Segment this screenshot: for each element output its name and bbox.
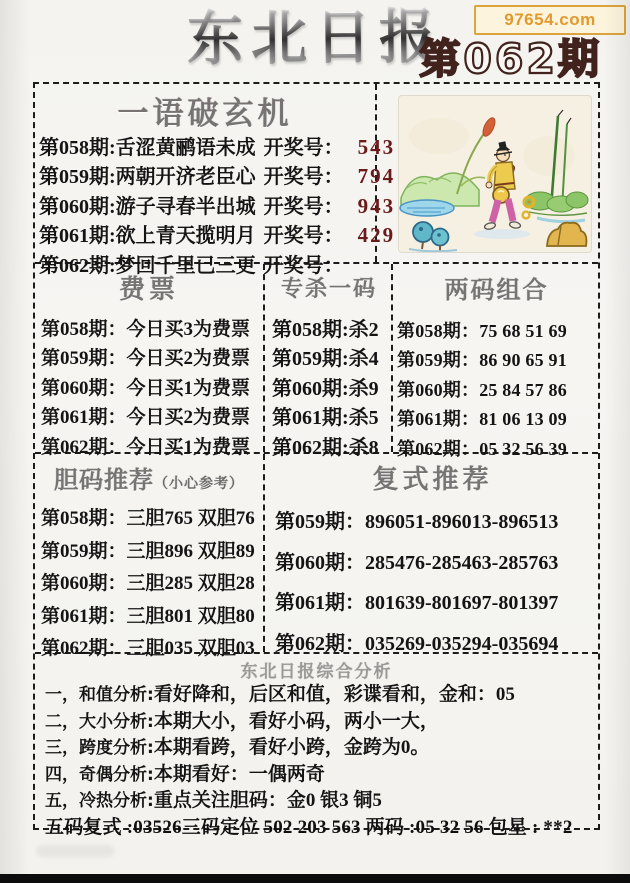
kill-row: 第062期:杀8 xyxy=(272,436,379,459)
draw-number: 943 xyxy=(357,193,396,218)
fushi-row: 第059期：896051-896013-896513 xyxy=(275,511,559,533)
section-two-combo xyxy=(395,264,598,459)
feipiao-row: 第062期：今日买1为费票 xyxy=(41,436,251,458)
combo-row: 第061期：81 06 13 09 xyxy=(397,409,567,430)
combo-row: 第062期：05 32 56 39 xyxy=(397,438,567,459)
section-kill-one xyxy=(267,264,393,459)
content-frame xyxy=(33,82,600,838)
riddle-text: 第060期:游子寻春半出城 xyxy=(39,195,256,218)
danma-row: 第058期：三胆765 双胆76 xyxy=(41,508,255,529)
draw-label: 开奖号： xyxy=(263,254,344,277)
riddle-title: 一语破玄机 xyxy=(117,96,293,131)
analysis-line xyxy=(35,735,598,762)
kill-row: 第061期:杀5 xyxy=(272,407,379,430)
fushi-row: 第062期：035269-035294-035694 xyxy=(275,632,559,655)
fushi-row: 第060期：285476-285463-285763 xyxy=(275,551,559,574)
analysis-label: 二，大小分析: xyxy=(45,711,154,732)
danma-note: （小心参考） xyxy=(154,477,244,492)
fushi-title: 复式推荐 xyxy=(372,465,493,494)
feipiao-title: 费票 xyxy=(118,275,179,304)
combo-row: 第060期：25 84 57 86 xyxy=(397,379,567,400)
analysis-line xyxy=(35,709,598,736)
draw-label: 开奖号： xyxy=(263,166,344,189)
section-riddle-row xyxy=(35,84,598,277)
analysis-footer: 五码复式 :03526三码定位 502 203 563 两码 :05 32 56 包星 : **2 xyxy=(45,816,573,838)
analysis-text: 看好降和，后区和值，彩谍看和，金和：05 xyxy=(153,684,515,705)
site-url: 97654.com xyxy=(504,10,596,29)
danma-row: 第060期：三胆285 双胆28 xyxy=(41,573,255,595)
page-title: 东北日报 xyxy=(150,2,481,75)
section-feipiao xyxy=(35,264,265,458)
kill-row: 第059期:杀4 xyxy=(272,348,379,371)
traveler-scene-art xyxy=(399,96,591,252)
analysis-label: 五，冷热分析: xyxy=(45,791,154,812)
draw-number: 794 xyxy=(357,164,396,189)
illustration-cell xyxy=(377,84,598,262)
draw-label: 开奖号： xyxy=(263,195,344,218)
draw-label: 开奖号： xyxy=(263,225,344,248)
combo-row: 第059期：86 90 65 91 xyxy=(397,350,567,371)
feipiao-row: 第059期：今日买2为费票 xyxy=(41,348,251,370)
analysis-line xyxy=(35,788,598,815)
feipiao-row: 第061期：今日买2为费票 xyxy=(41,407,251,429)
kill-title: 专杀一码 xyxy=(280,276,377,301)
draw-label: 开奖号： xyxy=(263,137,344,159)
analysis-label: 四，奇偶分析: xyxy=(45,764,154,785)
danma-row: 第061期：三胆801 双胆80 xyxy=(41,605,255,627)
combo-row: 第058期：75 68 51 69 xyxy=(397,321,567,341)
riddle-row xyxy=(35,133,396,162)
riddle-text: 第062期:梦回千里已三更 xyxy=(39,254,256,277)
riddle-row xyxy=(35,221,396,250)
analysis-label: 一，和值分析: xyxy=(45,685,154,705)
scan-smudge xyxy=(36,845,114,857)
danma-row: 第062期：三胆035 双胆03 xyxy=(41,638,255,660)
feipiao-row: 第058期：今日买3为费票 xyxy=(41,319,251,340)
feipiao-row: 第060期：今日买1为费票 xyxy=(41,377,251,399)
section-recommend-row xyxy=(35,454,598,660)
watercolor-illustration xyxy=(399,96,591,252)
section-picks-row xyxy=(35,264,598,459)
analysis-line xyxy=(35,682,598,709)
section-analysis xyxy=(35,654,598,838)
analysis-line xyxy=(35,762,598,789)
kill-row: 第058期:杀2 xyxy=(272,319,379,341)
danma-title-text: 胆码推荐 xyxy=(54,468,154,494)
fushi-row: 第061期：801639-801697-801397 xyxy=(275,592,559,614)
scan-bottom-bar xyxy=(0,874,630,883)
section-fushi xyxy=(267,454,598,655)
combo-title: 两码组合 xyxy=(444,278,549,304)
analysis-text: 本期大小，看好小码，两小一大， xyxy=(153,710,439,732)
analysis-title: 东北日报综合分析 xyxy=(240,662,393,681)
riddle-row xyxy=(35,192,396,221)
draw-number: 543 xyxy=(357,135,396,159)
kill-row: 第060期:杀9 xyxy=(272,377,379,400)
riddle-row xyxy=(35,162,396,191)
analysis-text: 重点关注胆码：金0 银3 铜5 xyxy=(153,790,382,812)
danma-row: 第059期：三胆896 双胆89 xyxy=(41,540,255,562)
section-danma xyxy=(35,454,265,660)
draw-number: 429 xyxy=(357,223,396,248)
danma-title xyxy=(35,460,263,495)
riddle-text: 第059期:两朝开济老臣心 xyxy=(39,166,256,189)
analysis-text: 本期看跨，看好小跨，金跨为0。 xyxy=(153,737,430,759)
riddle-text: 第061期:欲上青天揽明月 xyxy=(39,225,256,248)
analysis-label: 三，跨度分析: xyxy=(45,738,154,759)
issue-number: 第062期 xyxy=(419,35,602,83)
analysis-text: 本期看好：一偶两奇 xyxy=(153,763,325,785)
section-riddle xyxy=(35,84,396,277)
riddle-text: 第058期:舌涩黄鹂语未成 xyxy=(39,137,256,159)
